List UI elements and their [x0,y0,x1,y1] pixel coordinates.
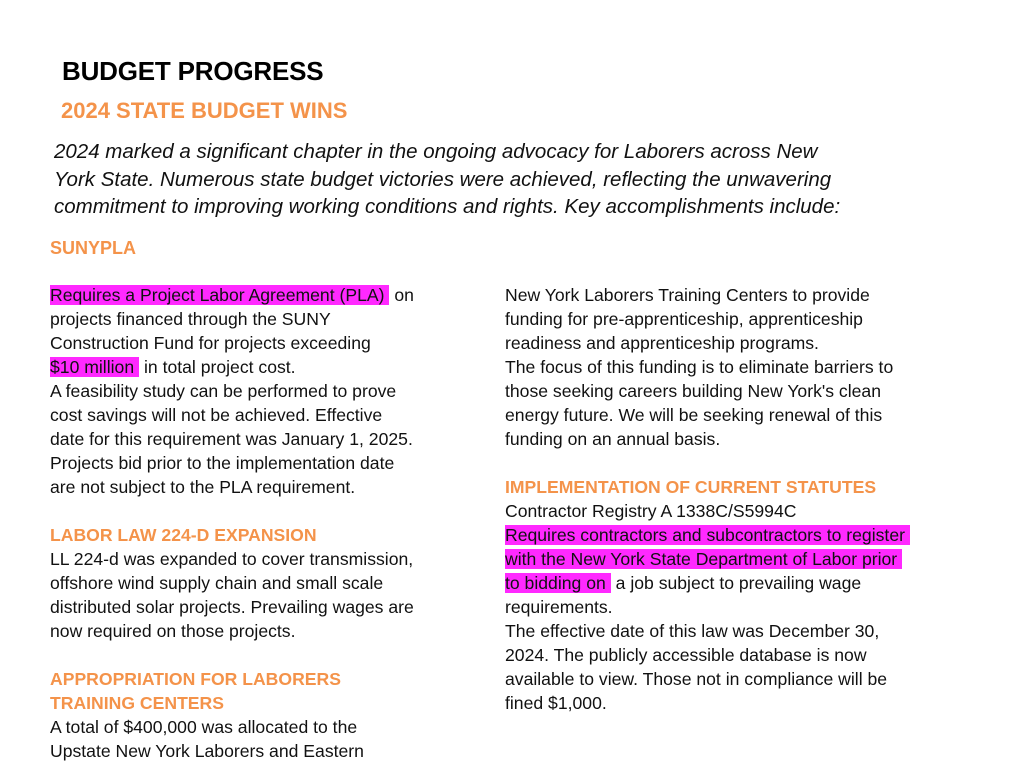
right-column [505,283,975,715]
left-column [50,283,470,763]
sunypla-line: Construction Fund for projects exceeding [50,333,371,353]
intro-paragraph [54,138,964,221]
appropriation-line: funding on an annual basis. [505,429,721,449]
implementation-line [505,523,975,547]
implementation-line: fined $1,000. [505,693,607,713]
appropriation-line: energy future. We will be seeking renewal of this [505,405,883,425]
intro-line: York State. Numerous state budget victories were achieved, reflecting the unwavering [54,167,832,191]
appropriation-line: The focus of this funding is to eliminate barriers to [505,357,894,377]
intro-line: 2024 marked a significant chapter in the ongoing advocacy for Laborers across New [54,140,818,163]
highlight-amount: $10 million [50,357,139,377]
implementation-line: 2024. The publicly accessible database is now [505,645,867,665]
implementation-line: to bidding on a job subject to prevailing wage [505,573,862,593]
appropriation-line: A total of $400,000 was allocated to the [50,717,358,737]
labor-law-heading: LABOR LAW 224-D EXPANSION [50,525,317,545]
sunypla-line: Requires a Project Labor Agreement (PLA) on [50,285,414,305]
appropriation-line: those seeking careers building New York's clean [505,381,881,401]
appropriation-line: readiness and apprenticeship programs. [505,333,819,353]
appropriation-heading: APPROPRIATION FOR LABORERS [50,669,341,689]
implementation-line: available to view. Those not in compliance will be [505,669,888,689]
sunypla-line: are not subject to the PLA requirement. [50,477,356,497]
implementation-line [505,547,975,571]
appropriation-line: Upstate New York Laborers and Eastern [50,741,364,761]
sunypla-line: cost savings will not be achieved. Effective [50,405,383,425]
implementation-line: requirements. [505,597,613,617]
labor-law-line: offshore wind supply chain and small scale [50,573,384,593]
sunypla-heading: SUNYPLA [50,238,137,258]
implementation-line: The effective date of this law was December 30, [505,621,880,641]
sunypla-line: date for this requirement was January 1, 2025. [50,429,413,449]
implementation-heading: IMPLEMENTATION OF CURRENT STATUTES [505,477,877,497]
sunypla-line: A feasibility study can be performed to prove [50,381,397,401]
page-subtitle: 2024 STATE BUDGET WINS [61,98,348,123]
implementation-line: Contractor Registry A 1338C/S5994C [505,501,797,521]
labor-law-line: LL 224-d was expanded to cover transmission, [50,549,414,569]
sunypla-line: projects financed through the SUNY [50,309,331,329]
labor-law-line: now required on those projects. [50,621,296,641]
highlight-registry: Requires contractors and subcontractors to register [505,525,910,545]
page-title: BUDGET PROGRESS [62,56,324,86]
appropriation-line: funding for pre-apprenticeship, apprenticeship [505,309,863,329]
highlight-registry: to bidding on [505,573,611,593]
appropriation-heading: TRAINING CENTERS [50,693,224,713]
intro-line: commitment to improving working conditions and rights. Key accomplishments include: [54,195,841,218]
appropriation-line: New York Laborers Training Centers to provide [505,285,870,305]
sunypla-line: $10 million in total project cost. [50,357,296,377]
labor-law-line: distributed solar projects. Prevailing wages are [50,597,414,617]
highlight-pla: Requires a Project Labor Agreement (PLA) [50,285,389,305]
sunypla-line: Projects bid prior to the implementation date [50,453,395,473]
highlight-registry: with the New York State Department of Labor prior [505,549,902,569]
